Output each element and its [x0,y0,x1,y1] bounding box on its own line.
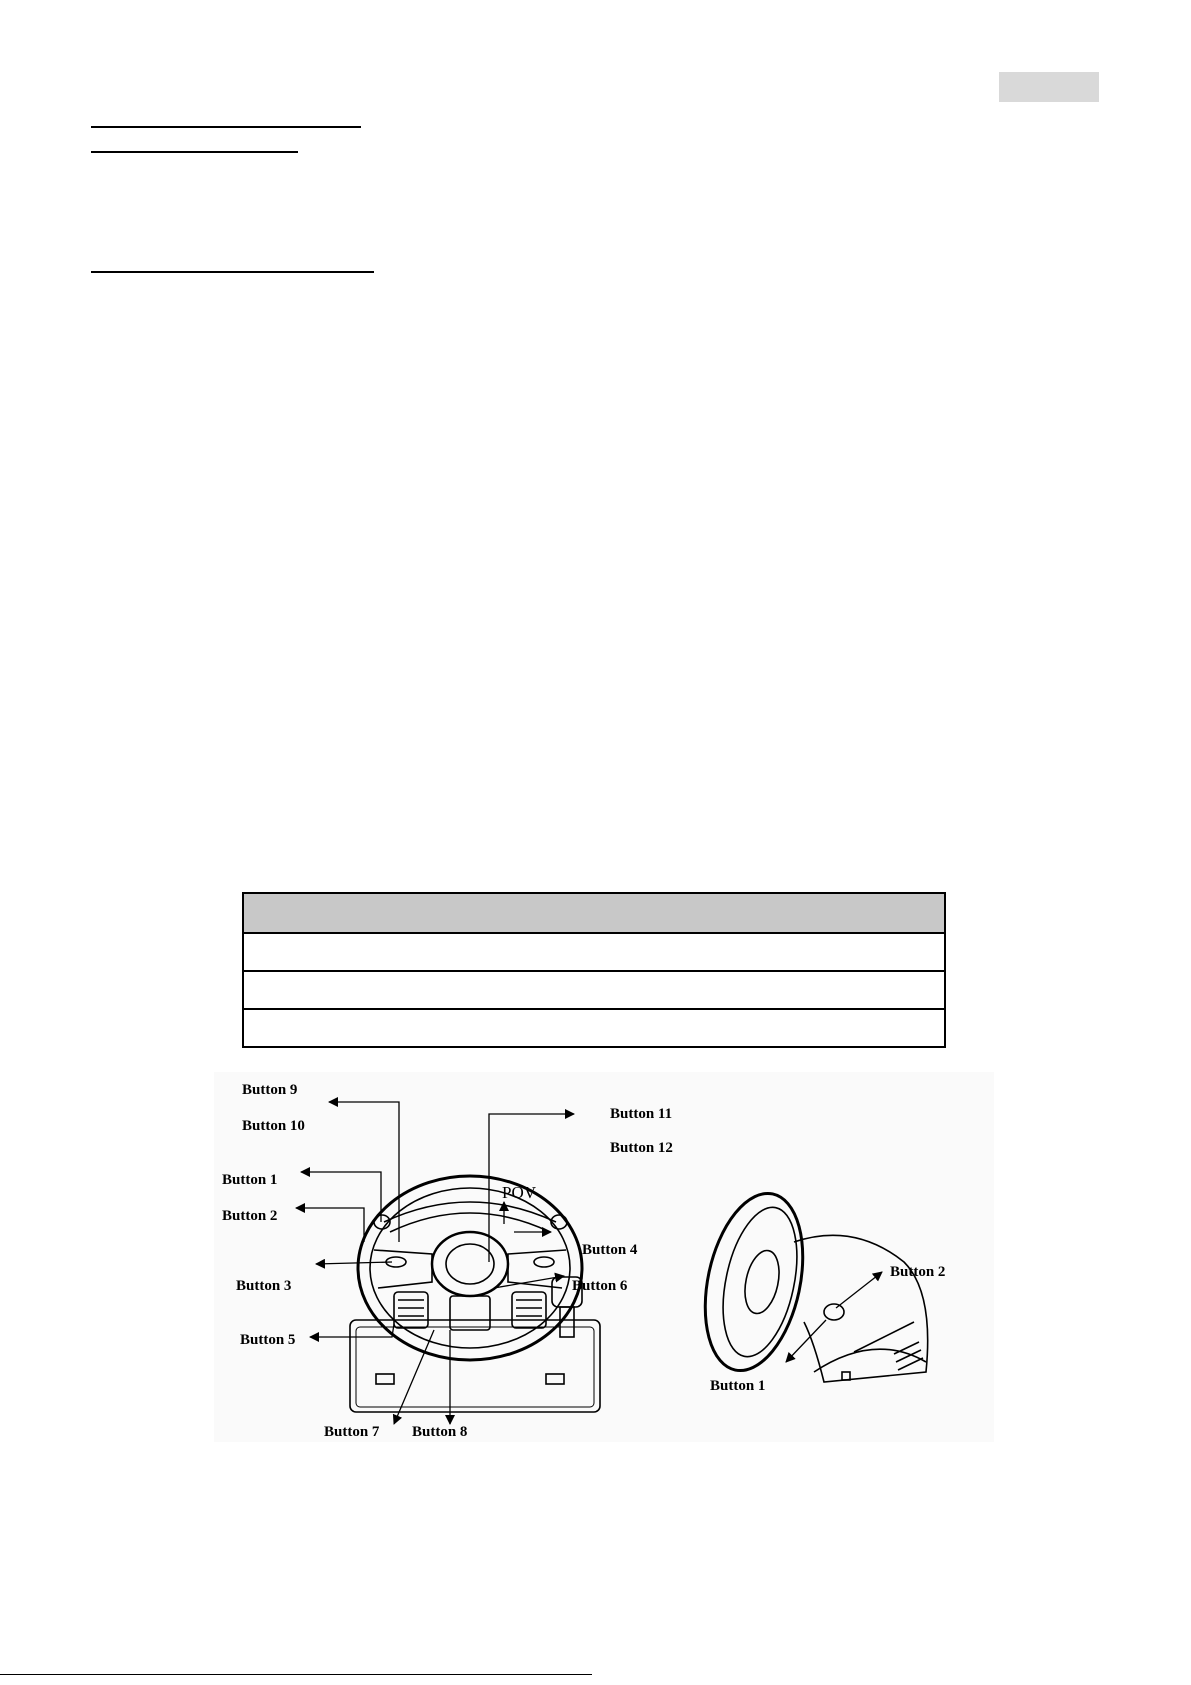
label-button-4: Button 4 [582,1242,638,1258]
table-cell [243,971,945,1009]
table-cell [243,1009,945,1047]
label-button-2: Button 2 [222,1208,278,1224]
label-button-8: Button 8 [412,1424,468,1440]
table-row [243,1009,945,1047]
label-button-7: Button 7 [324,1424,380,1440]
side-label-button-2: Button 2 [890,1264,946,1280]
label-button-12: Button 12 [610,1140,673,1156]
label-button-3: Button 3 [236,1278,292,1294]
side-label-button-1: Button 1 [710,1378,766,1394]
label-button-1: Button 1 [222,1172,278,1188]
footer-rule [0,1674,592,1675]
spec-table [242,892,946,1048]
table-cell [243,933,945,971]
label-button-10: Button 10 [242,1118,305,1134]
steering-wheel-figure [214,1072,994,1442]
heading-underline-2 [91,151,298,153]
table-header-row [243,893,945,933]
page-tag [999,72,1099,102]
label-button-5: Button 5 [240,1332,296,1348]
label-button-6: Button 6 [572,1278,628,1294]
side-wheel-drawing [690,1184,927,1382]
heading-underline-1 [91,126,361,128]
table-header-cell [243,893,945,933]
steering-wheel-diagram [214,1072,994,1442]
heading-underline-3 [91,271,374,273]
label-pov: POV [502,1183,537,1202]
front-leader-lines [296,1102,574,1424]
table-row [243,971,945,1009]
label-button-9: Button 9 [242,1082,298,1098]
front-wheel-drawing [350,1176,600,1412]
label-button-11: Button 11 [610,1106,673,1122]
table-row [243,933,945,971]
